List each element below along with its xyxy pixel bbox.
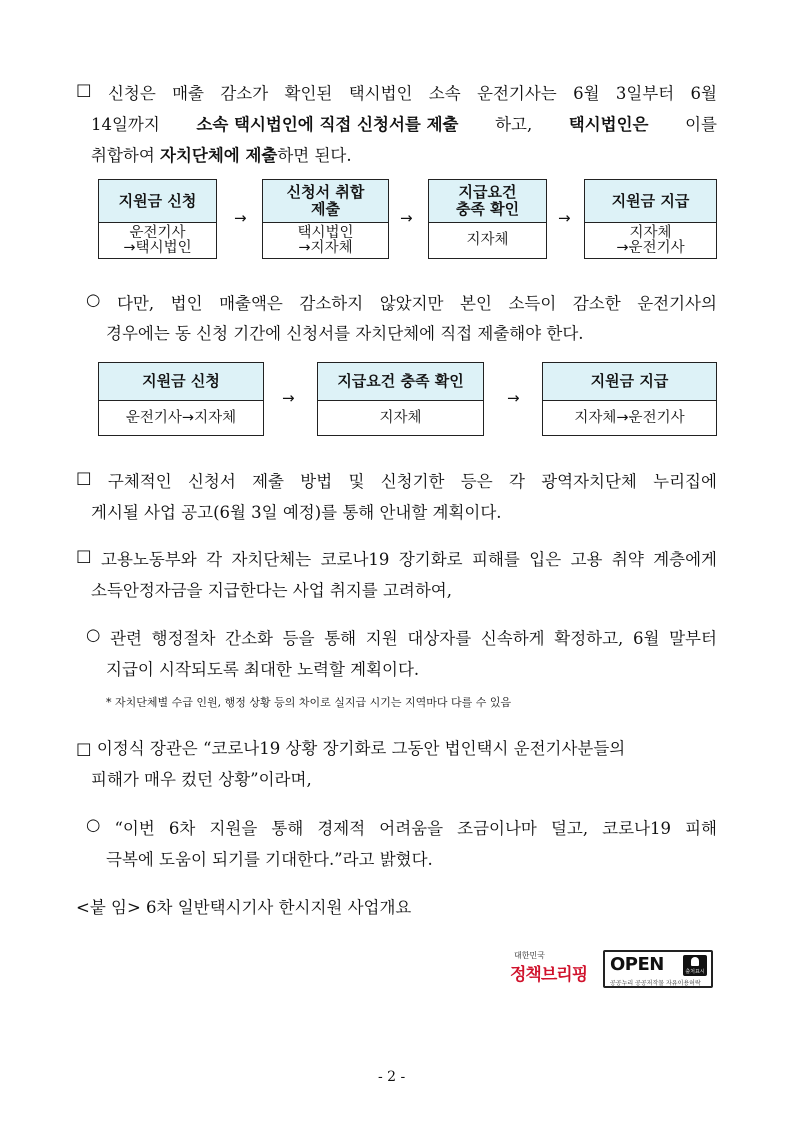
word: 운전기사의 [637, 294, 717, 313]
circle-bullet: ○ [86, 625, 101, 644]
open-text: OPEN [610, 954, 664, 975]
word: 하고, [495, 115, 533, 134]
word: 간소화 [225, 629, 273, 648]
open-badge [683, 955, 707, 976]
word: 신청기한 [380, 472, 445, 491]
word: 택시법인 [348, 84, 413, 103]
word: 등을 [282, 629, 315, 648]
flow2-step-1-head: 지원금 신청 [99, 363, 263, 401]
flow2-step-2 [317, 362, 484, 436]
paragraph-quote-line-1 [86, 815, 717, 839]
word: 6차 [168, 819, 196, 838]
word: 경제적 [317, 819, 366, 838]
emphasis-text: 자치단체에 제출 [160, 146, 278, 165]
checkbox-bullet: □ [76, 468, 92, 487]
word: 피해 [685, 819, 717, 838]
flow1-arrow-1: → [234, 209, 247, 227]
flow1-arrow-2: → [400, 209, 413, 227]
paragraph-plan-line-1 [86, 625, 717, 649]
flow1-step-3-body: 지자체 [429, 223, 546, 258]
word: 14일까지 [91, 115, 160, 134]
step-head-text: 신청서 취합 제출 [286, 183, 365, 218]
word: 각 [206, 550, 223, 569]
flow1-step-1-body [99, 223, 216, 258]
word: 관련 [110, 629, 142, 648]
word: 확인된 [284, 84, 333, 103]
word: 계층에게 [653, 550, 717, 569]
flow1-step-3-head [429, 180, 546, 223]
word: 신청은 [107, 84, 156, 103]
word: 취합하여 [91, 146, 155, 165]
word: 누리집에 [653, 472, 717, 491]
flow1-arrow-3: → [558, 209, 571, 227]
word: 감소하지 [299, 294, 364, 313]
word: 코로나19 [320, 550, 390, 569]
word: 구체적인 [107, 472, 172, 491]
word: 고용 [570, 550, 603, 569]
paragraph-minister-line-1: □ 이정식 장관은 “코로나19 상황 장기화로 그동안 법인택시 운전기사분들의 [76, 739, 626, 758]
word: 운전기사는 [477, 84, 557, 103]
word: 않았지만 [379, 294, 444, 313]
word: 법인 [170, 294, 203, 313]
flow1-step-3 [428, 179, 547, 259]
flow1-step-2-head [263, 180, 388, 223]
word: 본인 [460, 294, 492, 313]
flow1-step-4-body [585, 223, 716, 258]
word: 덜고, [550, 819, 589, 838]
word: 소득이 [508, 294, 557, 313]
paragraph-exception-line-2: 경우에는 동 신청 기간에 신청서를 자치단체에 직접 제출해야 한다. [106, 324, 584, 343]
word: 다만, [116, 294, 155, 313]
emphasis-text: 택시법인은 [568, 115, 649, 134]
word: 3일부터 [615, 84, 675, 103]
person-icon [691, 957, 699, 966]
word: 통해 [271, 819, 304, 838]
flow1-step-4 [584, 179, 717, 259]
paragraph-application-line-1 [76, 80, 717, 104]
step-body-text: 지자체 →운전기사 [616, 224, 685, 256]
word: 입은 [529, 550, 562, 569]
word: 취약 [611, 550, 644, 569]
paragraph-procedure-line-2: 게시될 사업 공고(6월 3일 예정)를 통해 안내할 계획이다. [91, 503, 502, 522]
open-badge-text: 출처표시 [685, 969, 705, 975]
flow1-step-1 [98, 179, 217, 259]
word: 피해를 [472, 550, 520, 569]
word: 말부터 [669, 629, 717, 648]
word: 소속 [428, 84, 461, 103]
paragraph-minister-line-2: 피해가 매우 컸던 상황”이라며, [91, 770, 312, 789]
flow2-step-2-body: 지자체 [318, 401, 483, 435]
word: 신속하게 [480, 629, 545, 648]
word: 감소가 [220, 84, 269, 103]
word: 각 [508, 472, 525, 491]
flow2-step-3 [542, 362, 717, 436]
word: 감소한 [572, 294, 621, 313]
flow2-step-3-body: 지자체→운전기사 [543, 401, 716, 435]
word: 이를 [685, 115, 717, 134]
word: 6월 [573, 84, 600, 103]
word: 광역자치단체 [541, 472, 637, 491]
paragraph-application-line-2 [91, 111, 717, 135]
word: 방법 [300, 472, 333, 491]
word: 지원을 [209, 819, 258, 838]
word: 대상자를 [407, 629, 472, 648]
open-license-logo [603, 950, 713, 988]
flow2-arrow-1: → [282, 389, 295, 407]
step-body-text: 운전기사 →택시법인 [123, 224, 192, 256]
word: 6월 [690, 84, 717, 103]
flow2-step-2-head: 지급요건 충족 확인 [318, 363, 483, 401]
word: 자치단체는 [231, 550, 312, 569]
paragraph-procedure-line-1 [76, 468, 717, 492]
briefing-text: 정책브리핑 [510, 965, 588, 985]
word: 신청서 [187, 472, 236, 491]
word: 매출액은 [219, 294, 283, 313]
paragraph-plan-line-2: 지급이 시작되도록 최대한 노력할 계획이다. [106, 660, 420, 679]
footnote: * 자치단체별 수급 인원, 행정 상황 등의 차이로 실지급 시기는 지역마다 다를 수 있음 [106, 696, 512, 709]
policy-briefing-logo [510, 950, 600, 990]
word: 행정절차 [151, 629, 216, 648]
korea-small-text: 대한민국 [514, 951, 545, 960]
flow1-step-2 [262, 179, 389, 259]
paragraph-application-line-3 [91, 142, 352, 166]
checkbox-bullet: □ [76, 80, 92, 99]
word: 등은 [460, 472, 493, 491]
flow1-step-1-head: 지원금 신청 [99, 180, 216, 223]
word: 제출 [252, 472, 284, 491]
circle-bullet: ○ [86, 290, 101, 309]
paragraph-quote-line-2: 극복에 도움이 되기를 기대한다.”라고 밝혔다. [106, 850, 433, 869]
word: 지원 [365, 629, 398, 648]
flow2-step-3-head: 지원금 지급 [543, 363, 716, 401]
page-number: - 2 - [378, 1069, 406, 1085]
attachment-line: <붙 임> 6차 일반택시기사 한시지원 사업개요 [76, 898, 412, 917]
word: 6월 [632, 629, 660, 648]
word: 확정하고, [554, 629, 624, 648]
word: 조금이나마 [457, 819, 537, 838]
open-sub-text: 공공누리 공공저작물 자유이용허락 [610, 980, 701, 987]
paragraph-purpose-line-1 [76, 546, 717, 570]
word: 매출 [172, 84, 204, 103]
flow2-step-1 [98, 362, 264, 436]
paragraph-purpose-line-2: 소득안정자금을 지급한다는 사업 취지를 고려하여, [91, 581, 452, 600]
word: 어려움을 [379, 819, 444, 838]
step-body-text: 택시법인 →지자체 [297, 224, 354, 256]
word: 통해 [324, 629, 357, 648]
flow1-step-4-head: 지원금 지급 [585, 180, 716, 223]
word: 하면 된다. [277, 146, 352, 165]
flow2-step-1-body: 운전기사→지자체 [99, 401, 263, 435]
flow2-arrow-2: → [507, 389, 520, 407]
flow1-step-2-body [263, 223, 388, 258]
circle-bullet: ○ [86, 815, 101, 834]
checkbox-bullet: □ [76, 546, 92, 565]
emphasis-text: 소속 택시법인에 직접 신청서를 제출 [196, 115, 459, 134]
paragraph-exception-line-1 [86, 290, 717, 314]
step-head-text: 지급요건 충족 확인 [455, 183, 520, 218]
word: 장기화로 [398, 550, 463, 569]
word: 코로나19 [602, 819, 671, 838]
word: 및 [348, 472, 365, 491]
word: “이번 [114, 819, 155, 838]
word: 고용노동부와 [101, 550, 197, 569]
